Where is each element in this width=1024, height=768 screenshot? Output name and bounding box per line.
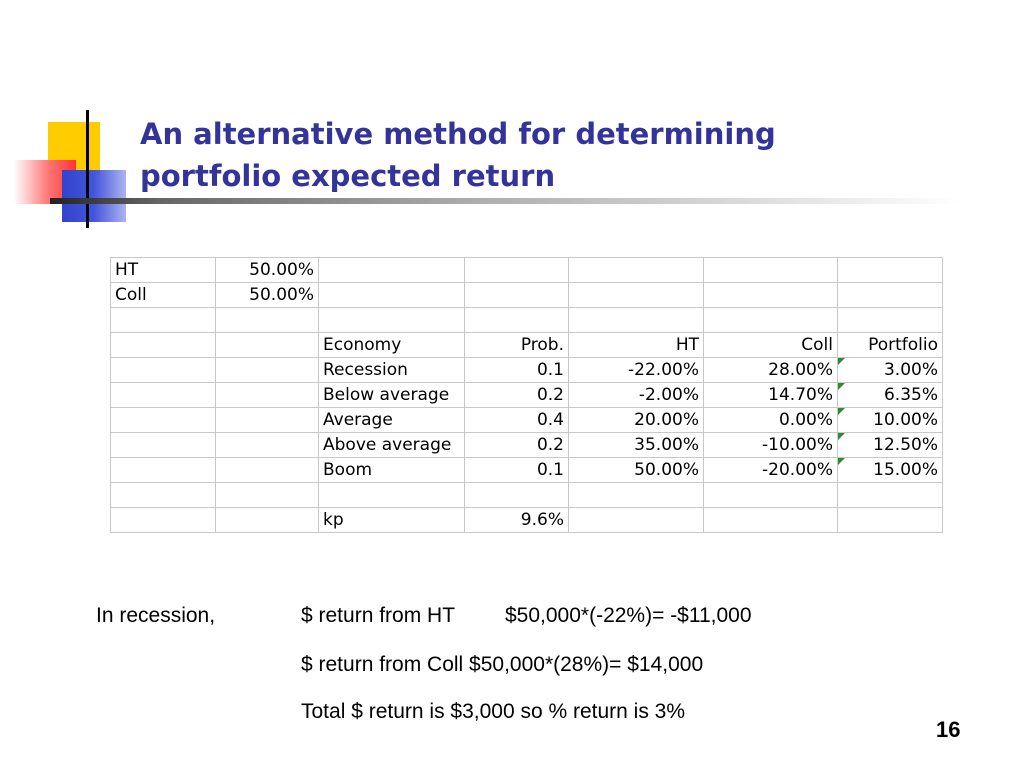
formula-indicator-icon <box>838 433 845 440</box>
table-cell[interactable] <box>569 508 704 533</box>
table-cell[interactable] <box>111 358 216 383</box>
table-cell[interactable] <box>838 283 943 308</box>
table-cell[interactable] <box>704 283 838 308</box>
decor-blue-square <box>62 170 126 222</box>
table-cell[interactable]: -22.00% <box>569 358 704 383</box>
table-cell[interactable] <box>569 283 704 308</box>
table-cell[interactable]: Coll <box>704 333 838 358</box>
table-cell[interactable]: 28.00% <box>704 358 838 383</box>
table-cell[interactable] <box>111 433 216 458</box>
table-cell[interactable]: 0.2 <box>465 433 569 458</box>
table-cell[interactable]: 50.00% <box>216 258 319 283</box>
table-cell[interactable]: 35.00% <box>569 433 704 458</box>
table-cell[interactable]: 0.1 <box>465 458 569 483</box>
table-cell[interactable]: 9.6% <box>465 508 569 533</box>
table-cell[interactable] <box>838 308 943 333</box>
table-cell[interactable] <box>838 408 943 433</box>
table-cell[interactable] <box>465 308 569 333</box>
table-row <box>111 358 943 383</box>
table-cell[interactable] <box>704 508 838 533</box>
cell-value: 3.00% <box>883 360 938 380</box>
table-cell[interactable] <box>319 308 465 333</box>
table-cell[interactable]: -10.00% <box>704 433 838 458</box>
title-line-1: An alternative method for determining <box>140 117 776 151</box>
table-cell[interactable] <box>465 483 569 508</box>
table-cell[interactable] <box>704 258 838 283</box>
note-label: In recession, <box>96 604 216 627</box>
table-row <box>111 383 943 408</box>
table-cell[interactable] <box>569 308 704 333</box>
table-cell[interactable] <box>111 458 216 483</box>
table-cell[interactable] <box>838 383 943 408</box>
note-line-2: $ return from Coll $50,000*(28%)= $14,000 <box>301 653 704 676</box>
table-cell[interactable]: Prob. <box>465 333 569 358</box>
table-cell[interactable] <box>111 383 216 408</box>
table-cell[interactable] <box>216 308 319 333</box>
table-cell[interactable] <box>216 383 319 408</box>
table-cell[interactable]: 50.00% <box>569 458 704 483</box>
formula-indicator-icon <box>838 383 845 390</box>
spreadsheet-table <box>110 257 943 533</box>
table-cell[interactable] <box>704 308 838 333</box>
table-cell[interactable] <box>216 433 319 458</box>
note-line-3: Total $ return is $3,000 so % return is 3% <box>301 700 686 723</box>
table-cell[interactable] <box>111 333 216 358</box>
table-cell[interactable]: -20.00% <box>704 458 838 483</box>
table-row <box>111 408 943 433</box>
table-cell[interactable]: Boom <box>319 458 465 483</box>
page-number: 16 <box>936 717 961 742</box>
table-cell[interactable]: 14.70% <box>704 383 838 408</box>
table-cell[interactable]: Economy <box>319 333 465 358</box>
table-cell[interactable] <box>216 333 319 358</box>
table-row <box>111 283 943 308</box>
table-cell[interactable]: 0.1 <box>465 358 569 383</box>
table-cell[interactable] <box>569 483 704 508</box>
table-row <box>111 308 943 333</box>
table-row <box>111 458 943 483</box>
table-row <box>111 433 943 458</box>
slide-title <box>140 113 776 197</box>
table-cell[interactable]: Below average <box>319 383 465 408</box>
table-cell[interactable] <box>111 408 216 433</box>
table-cell[interactable]: Above average <box>319 433 465 458</box>
table-cell[interactable] <box>319 483 465 508</box>
table-cell[interactable]: 20.00% <box>569 408 704 433</box>
table-cell[interactable]: Portfolio <box>838 333 943 358</box>
table-cell[interactable]: 50.00% <box>216 283 319 308</box>
table-cell[interactable]: 0.4 <box>465 408 569 433</box>
table-row <box>111 333 943 358</box>
table-row <box>111 483 943 508</box>
table-cell[interactable] <box>319 283 465 308</box>
table-cell[interactable]: 0.2 <box>465 383 569 408</box>
table-cell[interactable] <box>838 508 943 533</box>
table-cell[interactable] <box>111 508 216 533</box>
formula-indicator-icon <box>838 408 845 415</box>
cell-value: 6.35% <box>883 385 938 405</box>
decor-vertical-line <box>86 110 89 228</box>
table-cell[interactable] <box>704 483 838 508</box>
table-cell[interactable] <box>216 458 319 483</box>
formula-indicator-icon <box>838 358 845 365</box>
formula-indicator-icon <box>838 458 845 465</box>
table-cell[interactable] <box>111 483 216 508</box>
table-cell[interactable] <box>216 483 319 508</box>
table-cell[interactable] <box>319 258 465 283</box>
table-cell[interactable]: Recession <box>319 358 465 383</box>
table-cell[interactable]: Average <box>319 408 465 433</box>
table-cell[interactable] <box>838 483 943 508</box>
table-cell[interactable] <box>838 433 943 458</box>
table-row <box>111 258 943 283</box>
table-cell[interactable] <box>216 508 319 533</box>
note-line-1-calc: $50,000*(-22%)= -$11,000 <box>505 604 752 627</box>
table-cell[interactable]: HT <box>111 258 216 283</box>
table-cell[interactable] <box>111 308 216 333</box>
title-line-2: portfolio expected return <box>140 159 556 193</box>
table-cell[interactable]: Coll <box>111 283 216 308</box>
table-cell[interactable] <box>465 283 569 308</box>
table-cell[interactable]: HT <box>569 333 704 358</box>
title-underline <box>50 198 960 204</box>
table-cell[interactable] <box>465 258 569 283</box>
note-line-1-text: $ return from HT <box>301 604 456 627</box>
table-cell[interactable]: 0.00% <box>704 408 838 433</box>
table-cell[interactable]: kp <box>319 508 465 533</box>
table-cell[interactable] <box>216 358 319 383</box>
table-cell[interactable] <box>838 458 943 483</box>
table-cell[interactable] <box>216 408 319 433</box>
table-row <box>111 508 943 533</box>
cell-value: 12.50% <box>873 435 938 455</box>
table-cell[interactable] <box>838 358 943 383</box>
table-cell[interactable] <box>569 258 704 283</box>
cell-value: 10.00% <box>873 410 938 430</box>
table-cell[interactable]: -2.00% <box>569 383 704 408</box>
table-cell[interactable] <box>838 258 943 283</box>
cell-value: 15.00% <box>873 460 938 480</box>
